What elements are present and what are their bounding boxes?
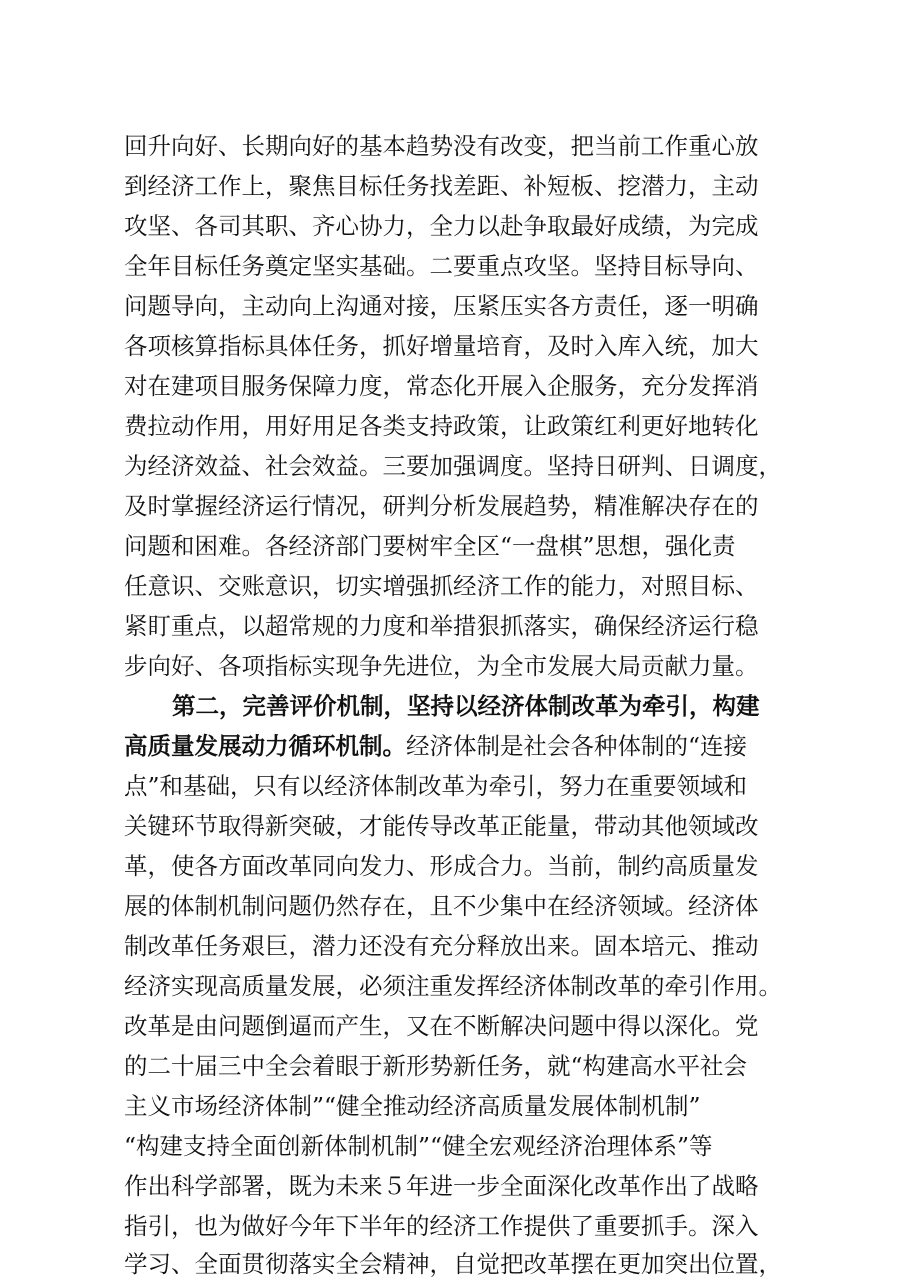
text-line: 及时掌握经济运行情况，研判分析发展趋势，精准解决存在的 <box>124 492 759 520</box>
text-line: 任意识、交账意识，切实增强抓经济工作的能力，对照目标、 <box>124 572 759 600</box>
text-segment: 经济体制是社会各种体制的“连接 <box>406 732 748 760</box>
text-line: 回升向好、长期向好的基本趋势没有改变，把当前工作重心放 <box>124 132 759 160</box>
text-line: 革，使各方面改革同向发力、形成合力。当前，制约高质量发 <box>124 852 759 880</box>
text-line: 作出科学部署，既为未来５年进一步全面深化改革作出了战略 <box>124 1172 759 1200</box>
text-line: 问题导向，主动向上沟通对接，压紧压实各方责任，逐一明确 <box>124 292 759 320</box>
text-line: 的二十届三中全会着眼于新形势新任务，就“构建高水平社会 <box>124 1052 748 1080</box>
text-line: 对在建项目服务保障力度，常态化开展入企服务，充分发挥消 <box>124 372 759 400</box>
text-line <box>124 726 824 766</box>
text-line: 费拉动作用，用好用足各类支持政策，让政策红利更好地转化 <box>124 412 759 440</box>
text-line: 关键环节取得新突破，才能传导改革正能量，带动其他领域改 <box>124 812 759 840</box>
text-line: 紧盯重点，以超常规的力度和举措狠抓落实，确保经济运行稳 <box>124 612 759 640</box>
text-line: 问题和困难。各经济部门要树牢全区“一盘棋”思想，强化责 <box>124 532 736 560</box>
text-line: 学习、全面贯彻落实全会精神，自觉把改革摆在更加突出位置， <box>124 1250 782 1278</box>
text-line: 步向好、各项指标实现争先进位，为全市发展大局贡献力量。 <box>124 652 759 680</box>
text-line: 主义市场经济体制”“健全推动经济高质量发展体制机制” <box>124 1092 701 1120</box>
text-line: 点”和基础，只有以经济体制改革为牵引，努力在重要领域和 <box>124 772 748 800</box>
text-line: 经济实现高质量发展，必须注重发挥经济体制改革的牵引作用。 <box>124 972 782 1000</box>
text-line: 各项核算指标具体任务，抓好增量培育，及时入库入统，加大 <box>124 332 759 360</box>
text-line: 展的体制机制问题仍然存在，且不少集中在经济领域。经济体 <box>124 892 759 920</box>
section-heading: 第二，完善评价机制，坚持以经济体制改革为牵引，构建 <box>172 692 760 720</box>
text-line: “构建支持全面创新体制机制”“健全宏观经济治理体系”等 <box>124 1132 713 1160</box>
text-line: 到经济工作上，聚焦目标任务找差距、补短板、挖潜力，主动 <box>124 172 759 200</box>
text-line: 制改革任务艰巨，潜力还没有充分释放出来。固本培元、推动 <box>124 932 759 960</box>
text-line: 全年目标任务奠定坚实基础。二要重点攻坚。坚持目标导向、 <box>124 252 759 280</box>
text-line: 指引，也为做好今年下半年的经济工作提供了重要抓手。深入 <box>124 1212 759 1240</box>
section-heading-continuation: 高质量发展动力循环机制。 <box>124 732 406 760</box>
text-line: 改革是由问题倒逼而产生，又在不断解决问题中得以深化。党 <box>124 1012 759 1040</box>
text-line: 为经济效益、社会效益。三要加强调度。坚持日研判、日调度， <box>124 452 782 480</box>
text-line: 攻坚、各司其职、齐心协力，全力以赴争取最好成绩，为完成 <box>124 212 759 240</box>
